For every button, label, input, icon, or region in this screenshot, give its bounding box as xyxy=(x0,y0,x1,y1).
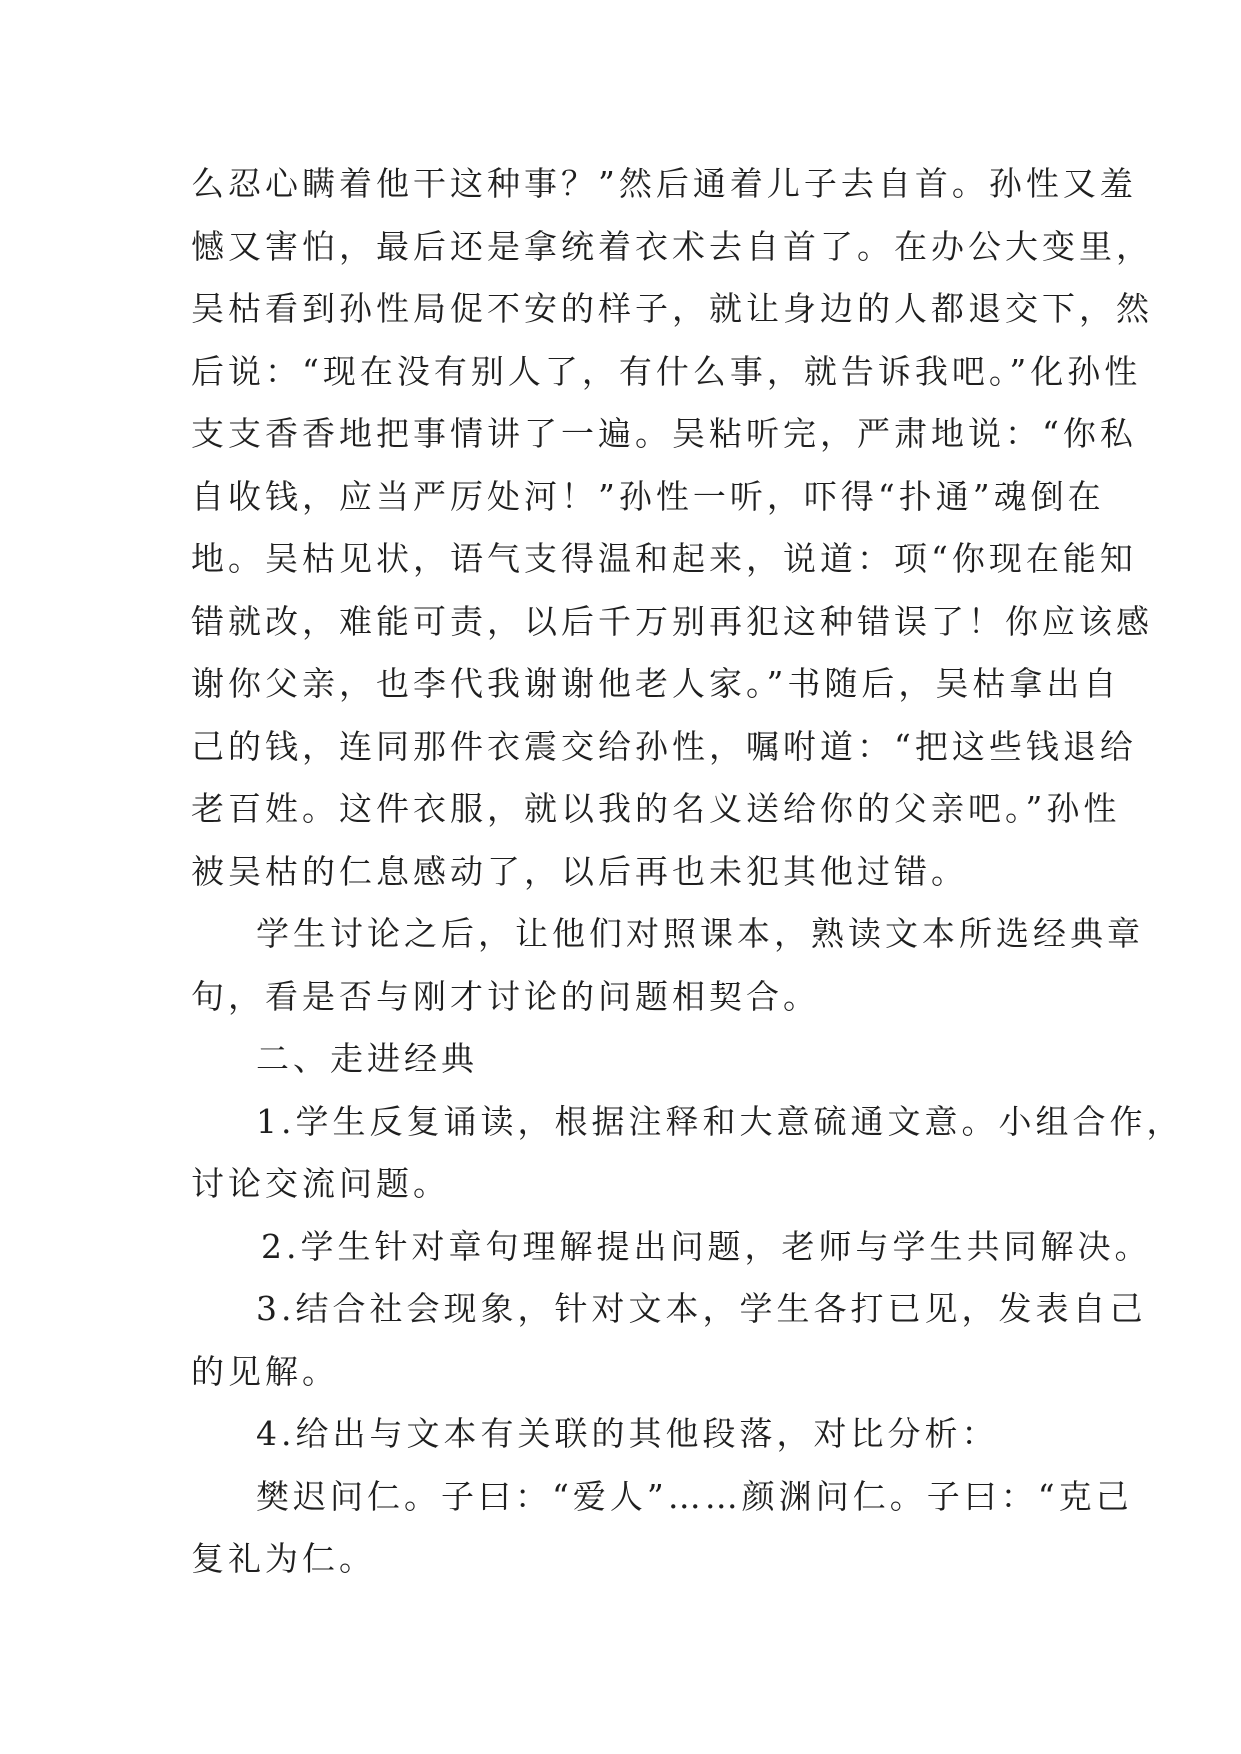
section-heading: 二、走进经典 xyxy=(256,1039,478,1078)
quote-line-2: 复礼为仁。 xyxy=(191,1539,376,1578)
story-line-1: 么忍心瞒着他干这种事？”然后通着儿子去自首。孙性又羞 xyxy=(191,164,1137,203)
discussion-paragraph-line-1: 学生讨论之后，让他们对照课本，熟读文本所选经典章 xyxy=(256,914,1144,953)
step-1-line-1: 1.学生反复诵读，根据注释和大意硫通文意。小组合作， xyxy=(256,1101,1184,1141)
story-line-4: 后说：“现在没有别人了，有什么事，就告诉我吧。”化孙性 xyxy=(191,351,1142,391)
step-2-line: 2.学生针对章句理解提出问题，老师与学生共同解决。 xyxy=(261,1226,1152,1266)
story-line-5: 支支香香地把事情讲了一遍。吴粘听完，严肃地说：“你私 xyxy=(191,414,1137,453)
step-1-line-2: 讨论交流问题。 xyxy=(191,1164,450,1203)
story-line-3: 吴枯看到孙性局促不安的样子，就让身边的人都退交下，然 xyxy=(191,289,1153,328)
story-line-8: 错就改，难能可责，以后千万别再犯这种错误了！你应该感 xyxy=(191,601,1153,641)
story-line-2: 憾又害怕，最后还是拿统着衣术去自首了。在办公大变里， xyxy=(191,226,1153,266)
step-3-line-2: 的见解。 xyxy=(191,1351,339,1391)
step-3-line-1: 3.结合社会现象，针对文本，学生各打已见，发表自己 xyxy=(256,1289,1147,1328)
story-line-12: 被吴枯的仁息感动了，以后再也未犯其他过错。 xyxy=(191,851,968,891)
step-4-line: 4.给出与文本有关联的其他段落，对比分析： xyxy=(256,1414,999,1453)
story-line-7: 地。吴枯见状，语气支得温和起来，说道：项“你现在能知 xyxy=(191,539,1137,578)
document-body xyxy=(191,153,1184,1591)
story-line-6: 自收钱，应当严厉处河！”孙性一听，吓得“扑通”魂倒在 xyxy=(191,476,1105,516)
discussion-paragraph-line-2: 句，看是否与刚才讨论的问题相契合。 xyxy=(191,976,820,1016)
quote-line-1: 樊迟问仁。子曰：“爱人”……颜渊问仁。子曰：“克己 xyxy=(256,1476,1133,1516)
story-line-10: 己的钱，连同那件衣震交给孙性，嘱咐道：“把这些钱退给 xyxy=(191,726,1137,766)
story-line-9: 谢你父亲，也李代我谢谢他老人家。”书随后，吴枯拿出自 xyxy=(191,664,1121,703)
story-line-11: 老百姓。这件衣服，就以我的名义送给你的父亲吧。”孙性 xyxy=(191,789,1121,828)
